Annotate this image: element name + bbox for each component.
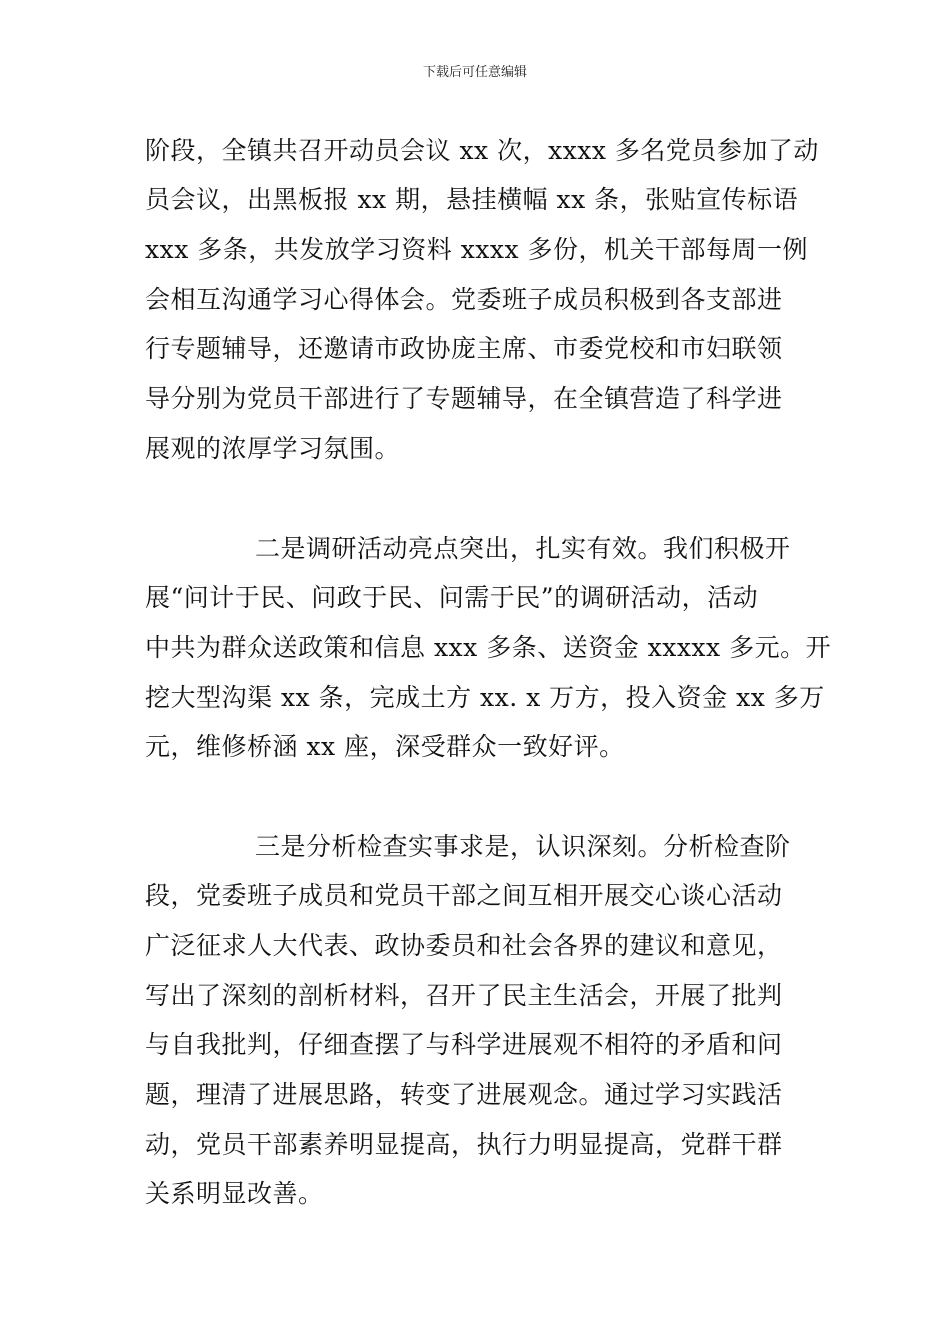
page-header: 下载后可任意编辑 xyxy=(422,65,527,80)
paragraph-1-line-7: 展观的浓厚学习氛围。 xyxy=(145,434,401,463)
paragraph-3-line-1: 三是分析检查实事求是，认识深刻。分析检查阶 xyxy=(255,832,791,861)
paragraph-2-line-5: 元，维修桥涵 xx 座，深受群众一致好评。 xyxy=(145,732,625,761)
paragraph-1-line-2: 员会议，出黑板报 xx 期，悬挂横幅 xx 条，张贴宣传标语 xyxy=(145,185,799,214)
paragraph-2-line-1: 二是调研活动亮点突出，扎实有效。我们积极开 xyxy=(255,534,791,563)
paragraph-3-line-3: 广泛征求人大代表、政协委员和社会各界的建议和意见， xyxy=(145,931,783,960)
paragraph-3-line-5: 与自我批判，仔细查摆了与科学进展观不相符的矛盾和问 xyxy=(145,1030,783,1059)
paragraph-1-line-5: 行专题辅导，还邀请市政协庞主席、市委党校和市妇联领 xyxy=(145,334,783,363)
paragraph-1-line-3: xxx 多条，共发放学习资料 xxxx 多份，机关干部每周一例 xyxy=(145,235,809,264)
paragraph-2-line-4: 挖大型沟渠 xx 条，完成土方 xx. x 万方，投入资金 xx 多万 xyxy=(145,683,825,712)
paragraph-1-line-1: 阶段，全镇共召开动员会议 xx 次，xxxx 多名党员参加了动 xyxy=(145,136,819,165)
paragraph-3-line-8: 关系明显改善。 xyxy=(145,1179,324,1208)
paragraph-1-line-6: 导分别为党员干部进行了专题辅导，在全镇营造了科学进 xyxy=(145,384,783,413)
paragraph-3-line-4: 写出了深刻的剖析材料，召开了民主生活会，开展了批判 xyxy=(145,981,783,1010)
paragraph-3-line-2: 段，党委班子成员和党员干部之间互相开展交心谈心活动 xyxy=(145,881,783,910)
paragraph-3-line-6: 题，理清了进展思路，转变了进展观念。通过学习实践活 xyxy=(145,1080,783,1109)
paragraph-2-line-3: 中共为群众送政策和信息 xxx 多条、送资金 xxxxx 多元。开 xyxy=(145,633,832,662)
paragraph-1-line-4: 会相互沟通学习心得体会。党委班子成员积极到各支部进 xyxy=(145,285,783,314)
paragraph-2-line-2: 展“问计于民、问政于民、问需于民”的调研活动，活动 xyxy=(145,583,759,612)
paragraph-3-line-7: 动，党员干部素养明显提高，执行力明显提高，党群干群 xyxy=(145,1130,783,1159)
